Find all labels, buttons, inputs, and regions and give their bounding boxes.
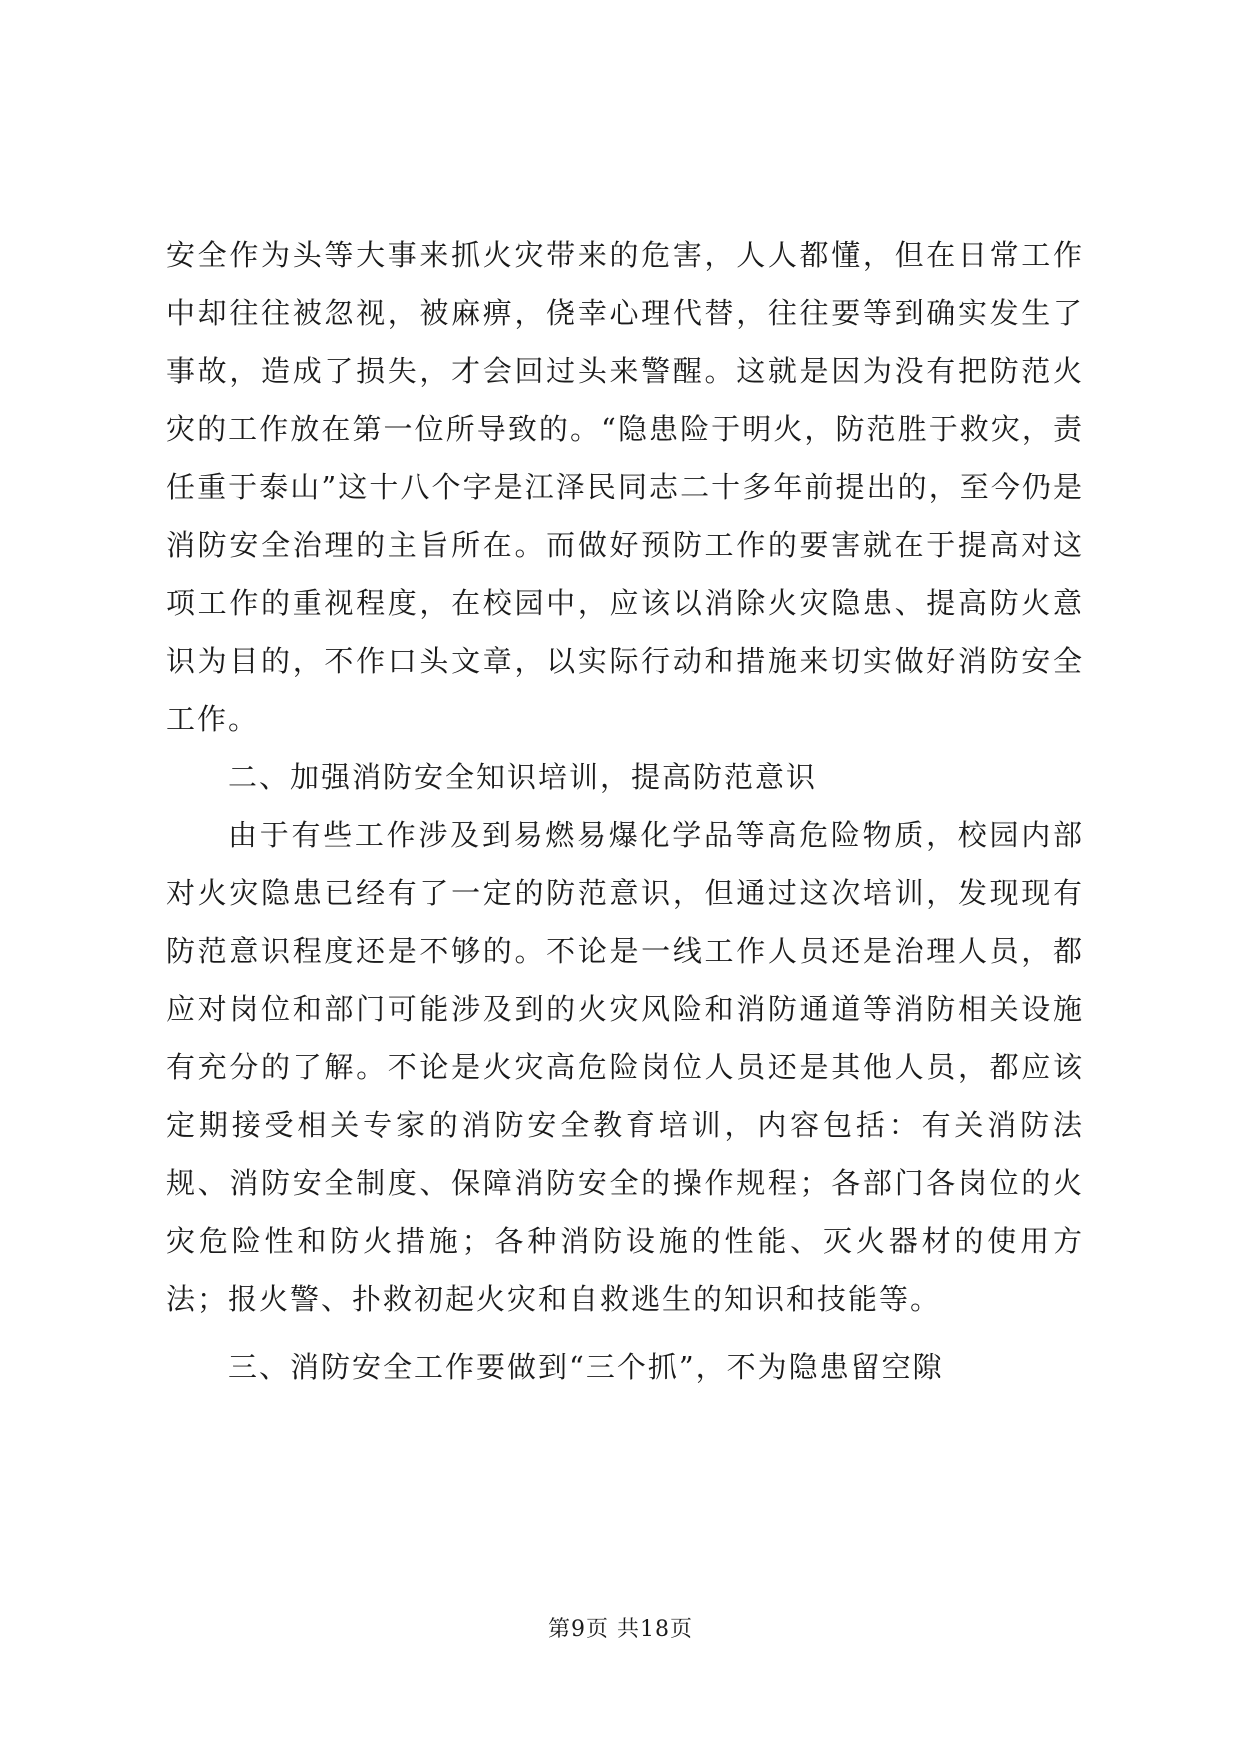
spacer (166, 1328, 1084, 1338)
section-heading: 三、消防安全工作要做到“三个抓”，不为隐患留空隙 (228, 1350, 944, 1384)
page-number-footer: 第9页 共18页 (548, 1617, 693, 1642)
body-paragraph: 安全作为头等大事来抓火灾带来的危害，人人都懂，但在日常工作中却往往被忽视，被麻痹，侥幸心理代替，往往要等到确实发生了事故，造成了损失，才会回过头来警醒。这就是因为没有把防范火灾的工作放在第一位所导致的。“隐患险于明火，防范胜于救灾，责任重于泰山”这十八个字是江泽民同志二十多年前提出的，至今仍是消防安全治理的主旨所在。而做好预防工作的要害就在于提高对这项工作的重视程度，在校园中，应该以消除火灾隐患、提高防火意识为目的，不作口头文章，以实际行动和措施来切实做好消防安全工作。 (166, 238, 1084, 736)
section-heading: 二、加强消防安全知识培训，提高防范意识 (228, 760, 818, 794)
body-paragraph: 由于有些工作涉及到易燃易爆化学品等高危险物质，校园内部对火灾隐患已经有了一定的防范意识，但通过这次培训，发现现有防范意识程度还是不够的。不论是一线工作人员还是治理人员，都应对岗位和部门可能涉及到的火灾风险和消防通道等消防相关设施有充分的了解。不论是火灾高危险岗位人员还是其他人员，都应该定期接受相关专家的消防安全教育培训，内容包括：有关消防法规、消防安全制度、保障消防安全的操作规程；各部门各岗位的火灾危险性和防火措施；各种消防设施的性能、灭火器材的使用方法；报火警、扑救初起火灾和自救逃生的知识和技能等。 (166, 818, 1084, 1316)
document-body (166, 226, 1084, 1396)
